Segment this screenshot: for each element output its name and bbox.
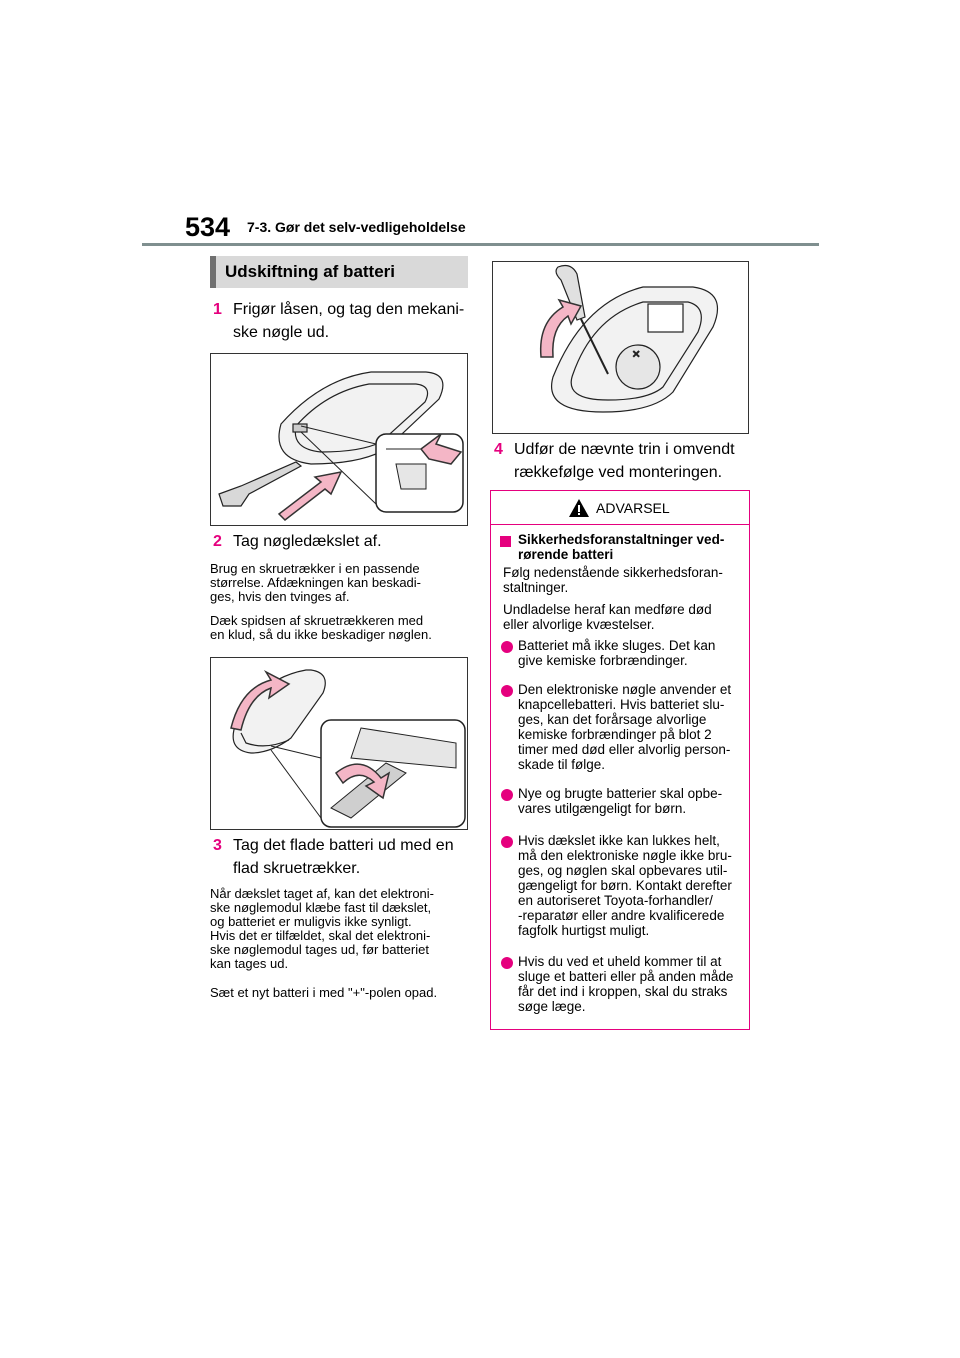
step-number: 3: [213, 837, 222, 854]
round-bullet-icon: [501, 789, 513, 801]
note-line: ske nøglemodul tages ud, før batteriet: [210, 942, 429, 957]
item-line: sluge et batteri eller på anden måde: [518, 969, 734, 984]
subtitle-line: rørende batteri: [518, 547, 614, 562]
warning-intro-2: [503, 602, 743, 632]
item-line: vares utilgængeligt for børn.: [518, 801, 687, 816]
item-line: fagfolk hurtigst muligt.: [518, 923, 650, 938]
note-3b: Sæt et nyt batteri i med "+"-polen opad.: [210, 985, 438, 1000]
step-3-line-1: Tag det flade batteri ud med en: [233, 837, 454, 854]
section-heading: Udskiftning af batteri: [210, 256, 468, 288]
item-line: ges, og nøglen skal opbevares util-: [518, 863, 728, 878]
warning-intro-1: [503, 565, 743, 595]
note-line: størrelse. Afdækningen kan beskadi-: [210, 575, 421, 590]
item-line: knapcellebatteri. Hvis batteriet slu-: [518, 697, 725, 712]
item-line: Nye og brugte batterier skal opbe-: [518, 786, 723, 801]
section-title: 7-3. Gør det selv-vedligeholdelse: [247, 219, 466, 235]
square-bullet-icon: [500, 536, 511, 547]
note-line: kan tages ud.: [210, 956, 289, 971]
warning-triangle-icon: [568, 498, 590, 518]
svg-text:×: ×: [632, 349, 641, 360]
warning-title: ADVARSEL: [596, 500, 670, 516]
figure-remove-key: [210, 353, 468, 526]
round-bullet-icon: [501, 685, 513, 697]
intro-line: staltninger.: [503, 580, 569, 595]
step-1-line-2: ske nøgle ud.: [233, 324, 330, 341]
step-2: [213, 530, 222, 554]
note-line: og batteriet er muligvis ikke synligt.: [210, 914, 412, 929]
step-number: 2: [213, 533, 222, 550]
note-2b: [210, 614, 470, 642]
item-line: Den elektroniske nøgle anvender et: [518, 682, 732, 697]
cover-removal-illustration: [211, 658, 467, 829]
step-4-line-2: rækkefølge ved monteringen.: [514, 464, 723, 481]
warning-item-2: [518, 682, 740, 772]
warning-item-5: [518, 954, 740, 1014]
figure-battery-removal: [492, 261, 749, 434]
item-line: ges, kan det forårsage alvorlige: [518, 712, 707, 727]
item-line: får det ind i kroppen, skal du straks: [518, 984, 728, 999]
key-fob-illustration: [211, 354, 467, 525]
item-line: kemiske forbrændinger på blot 2: [518, 727, 712, 742]
step-3: [213, 834, 222, 858]
note-line: Når dækslet taget af, kan det elektroni-: [210, 886, 435, 901]
page-number: 534: [185, 212, 231, 242]
step-3-line-2: flad skruetrækker.: [233, 860, 361, 877]
step-4-line-1: Udfør de nævnte trin i omvendt: [514, 441, 735, 458]
note-line: ges, hvis den tvinges af.: [210, 589, 350, 604]
intro-line: Undladelse heraf kan medføre død: [503, 602, 712, 617]
step-1-line-1: Frigør låsen, og tag den mekani-: [233, 301, 465, 318]
item-line: Hvis du ved et uheld kommer til at: [518, 954, 722, 969]
header-rule: [142, 243, 819, 246]
battery-removal-illustration: [493, 262, 748, 433]
note-line: Brug en skruetrækker i en passende: [210, 561, 420, 576]
item-line: gængeligt for børn. Kontakt derefter: [518, 878, 732, 893]
item-line: søge læge.: [518, 999, 586, 1014]
warning-item-1: [518, 638, 740, 668]
warning-subtitle: [518, 532, 740, 562]
note-line: Hvis det er tilfældet, skal det elektroni-: [210, 928, 431, 943]
intro-line: eller alvorlige kvæstelser.: [503, 617, 655, 632]
warning-header: [491, 491, 749, 525]
step-4: [494, 438, 503, 462]
round-bullet-icon: [501, 641, 513, 653]
item-line: skade til følge.: [518, 757, 606, 772]
item-line: give kemiske forbrændinger.: [518, 653, 688, 668]
item-line: må den elektroniske nøgle ikke bru-: [518, 848, 732, 863]
item-line: Batteriet må ikke sluges. Det kan: [518, 638, 716, 653]
round-bullet-icon: [501, 836, 513, 848]
round-bullet-icon: [501, 957, 513, 969]
note-line: en klud, så du ikke beskadiger nøglen.: [210, 627, 432, 642]
step-number: 1: [213, 301, 222, 318]
subtitle-line: Sikkerhedsforanstaltninger ved-: [518, 532, 725, 547]
item-line: timer med død eller alvorlig person-: [518, 742, 731, 757]
warning-item-4: [518, 833, 740, 938]
note-2a: [210, 562, 470, 604]
step-number: 4: [494, 441, 503, 458]
warning-item-3: [518, 786, 740, 816]
note-3a: [210, 887, 472, 971]
item-line: Hvis dækslet ikke kan lukkes helt,: [518, 833, 720, 848]
note-line: ske nøglemodul klæbe fast til dækslet,: [210, 900, 432, 915]
step-1: [213, 298, 222, 322]
note-line: Dæk spidsen af skruetrækkeren med: [210, 613, 424, 628]
item-line: en autoriseret Toyota-forhandler/: [518, 893, 713, 908]
warning-box: [490, 490, 750, 1030]
intro-line: Følg nedenstående sikkerhedsforan-: [503, 565, 723, 580]
figure-remove-cover: [210, 657, 468, 830]
step-2-text: Tag nøgledækslet af.: [233, 533, 382, 550]
item-line: -reparatør eller andre kvalificerede: [518, 908, 725, 923]
